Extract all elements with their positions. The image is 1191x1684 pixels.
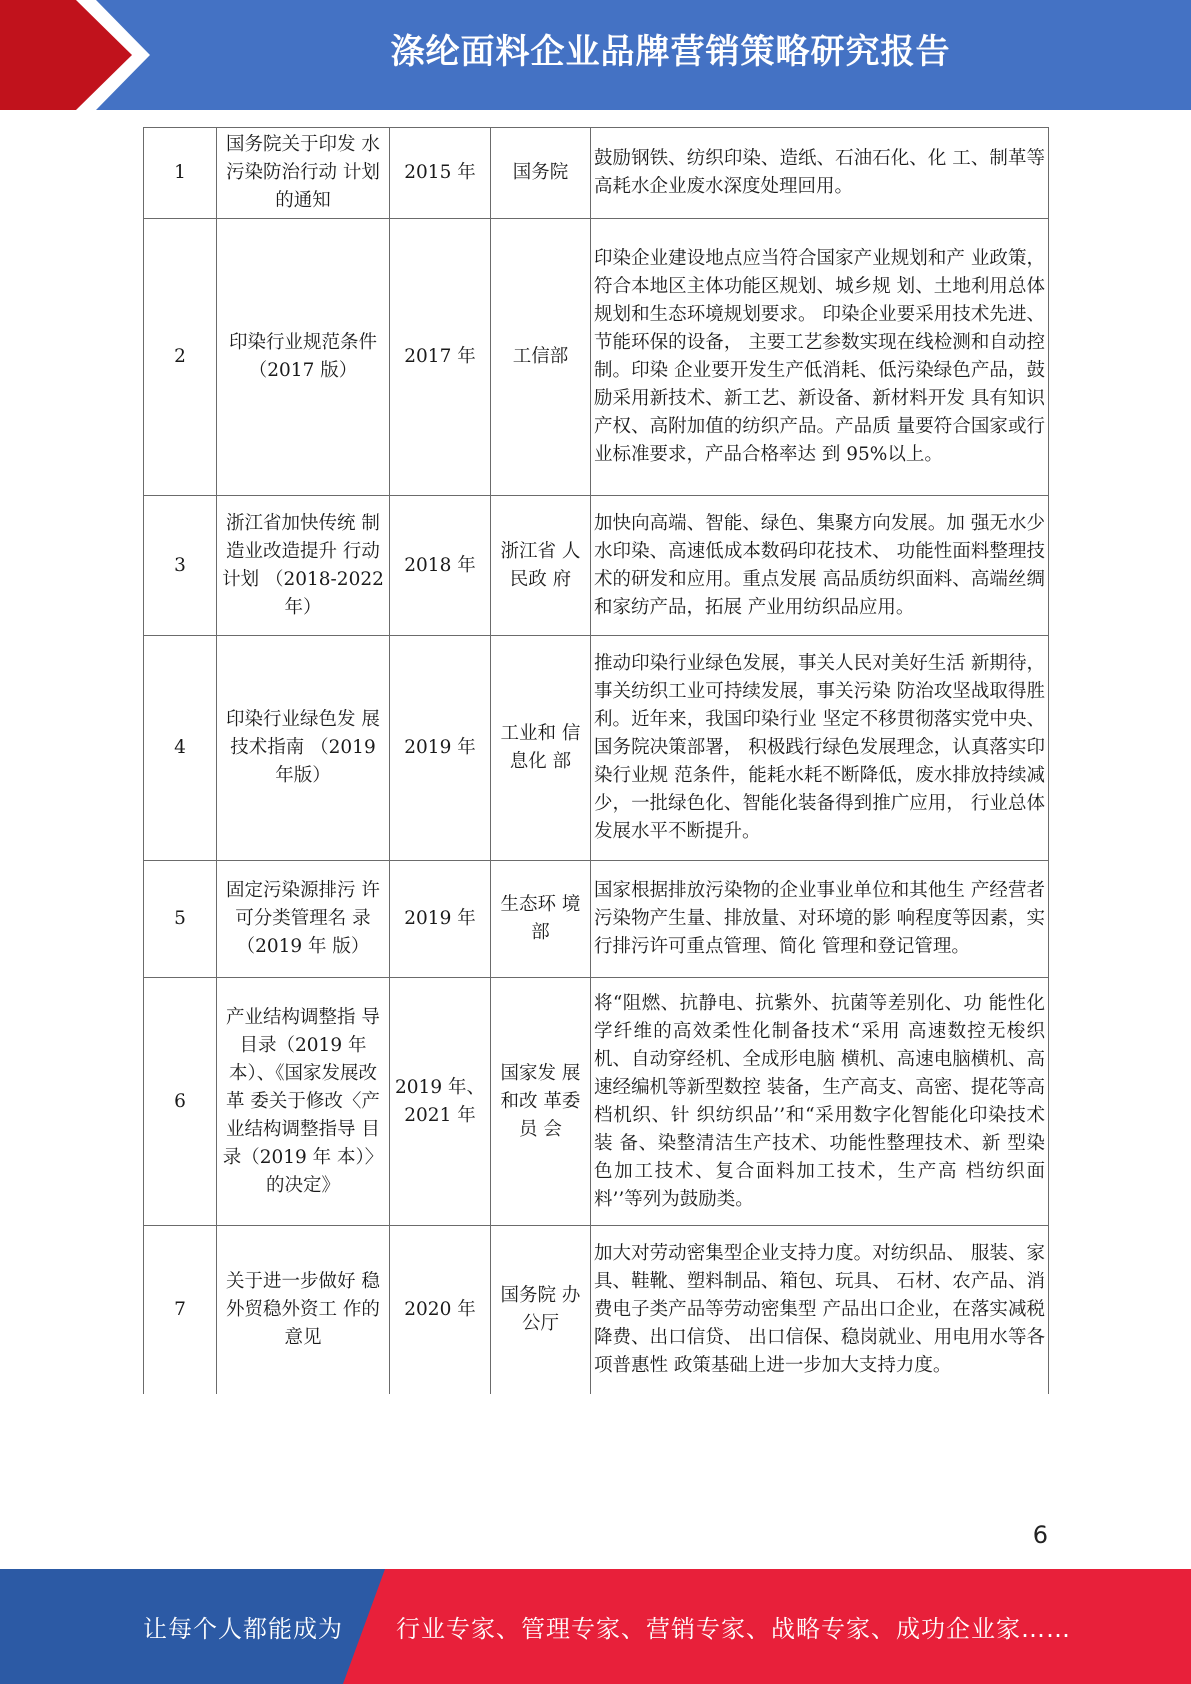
policy-name: 浙江省加快传统 制造业改造提升 行动计划 （2018-2022 年） (217, 496, 390, 636)
row-number: 7 (144, 1226, 217, 1394)
policy-name: 印染行业规范条件（2017 版） (217, 219, 390, 496)
table-row (144, 219, 1049, 496)
policy-name: 关于进一步做好 稳外贸稳外资工 作的意见 (217, 1226, 390, 1394)
policy-year: 2019 年、 2021 年 (390, 978, 491, 1226)
footer-slogan-left: 让每个人都能成为 (143, 1615, 343, 1643)
policy-table-container (143, 127, 1048, 1394)
policy-year: 2020 年 (390, 1226, 491, 1394)
page-header (0, 0, 1191, 110)
table-row (144, 1226, 1049, 1394)
policy-content: 推动印染行业绿色发展，事关人民对美好生活 新期待，事关纺织工业可持续发展，事关污染 防治攻坚战取得胜利。近年来，我国印染行业 坚定不移贯彻落实党中央、国务院决策部署， 积极践行绿色发展理念，认真落实印染行业规 范条件，能耗水耗不断降低，废水排放持续减 少，一批绿色化、智能化装备得到推广应用， 行业总体发展水平不断提升。 (591, 636, 1049, 861)
issuing-department: 国务院 办公厅 (491, 1226, 591, 1394)
policy-table (143, 127, 1049, 1394)
page-footer (0, 1569, 1191, 1684)
policy-content: 鼓励钢铁、纺织印染、造纸、石油石化、化 工、制革等高耗水企业废水深度处理回用。 (591, 128, 1049, 219)
policy-year: 2019 年 (390, 861, 491, 978)
policy-content: 加大对劳动密集型企业支持力度。对纺织品、 服装、家具、鞋靴、塑料制品、箱包、玩具、 石材、农产品、消费电子类产品等劳动密集型 产品出口企业，在落实减税降费、出口信贷、 出口信保、稳岗就业、用电用水等各项普惠性 政策基础上进一步加大支持力度。 (591, 1226, 1049, 1394)
issuing-department: 生态环 境部 (491, 861, 591, 978)
row-number: 5 (144, 861, 217, 978)
page-number: 6 (1032, 1521, 1048, 1549)
policy-name: 印染行业绿色发 展技术指南 （2019 年版） (217, 636, 390, 861)
policy-name: 国务院关于印发 水污染防治行动 计划的通知 (217, 128, 390, 219)
row-number: 6 (144, 978, 217, 1226)
table-row (144, 128, 1049, 219)
policy-year: 2019 年 (390, 636, 491, 861)
policy-content: 将“阻燃、抗静电、抗紫外、抗菌等差别化、功 能性化学纤维的高效柔性化制备技术“采用 高速数控无梭织机、自动穿经机、全成形电脑 横机、高速电脑横机、高速经编机等新型数控 装备，生产高支、高密、提花等高档机织、针 织纺织品’’和“采用数字化智能化印染技术装 备、染整清洁生产技术、功能性整理技术、新 型染色加工技术、复合面料加工技术，生产高 档纺织面料’’等列为鼓励类。 (591, 978, 1049, 1226)
policy-year: 2015 年 (390, 128, 491, 219)
row-number: 3 (144, 496, 217, 636)
footer-slogan-right: 行业专家、管理专家、营销专家、战略专家、成功企业家…… (396, 1615, 1071, 1643)
policy-content: 印染企业建设地点应当符合国家产业规划和产 业政策，符合本地区主体功能区规划、城乡规 划、土地利用总体规划和生态环境规划要求。 印染企业要采用技术先进、节能环保的设备， 主要工艺参数实现在线检测和自动控制。印染 企业要开发生产低消耗、低污染绿色产品，鼓 励采用新技术、新工艺、新设备、新材料开发 具有知识产权、高附加值的纺织产品。产品质 量要符合国家或行业标准要求，产品合格率达 到 95%以上。 (591, 219, 1049, 496)
policy-year: 2018 年 (390, 496, 491, 636)
issuing-department: 国务院 (491, 128, 591, 219)
table-row (144, 978, 1049, 1226)
policy-content: 加快向高端、智能、绿色、集聚方向发展。加 强无水少水印染、高速低成本数码印花技术、 功能性面料整理技术的研发和应用。重点发展 高品质纺织面料、高端丝绸和家纺产品，拓展 产业用纺织品应用。 (591, 496, 1049, 636)
policy-year: 2017 年 (390, 219, 491, 496)
policy-name: 固定污染源排污 许可分类管理名 录（2019 年 版） (217, 861, 390, 978)
row-number: 2 (144, 219, 217, 496)
table-row (144, 861, 1049, 978)
issuing-department: 工业和 信息化 部 (491, 636, 591, 861)
issuing-department: 浙江省 人民政 府 (491, 496, 591, 636)
row-number: 1 (144, 128, 217, 219)
row-number: 4 (144, 636, 217, 861)
policy-name: 产业结构调整指 导目录（2019 年 本）、《国家发展改革 委关于修改〈产 业结构调整指导 目录（2019 年 本）〉的决定》 (217, 978, 390, 1226)
table-row (144, 636, 1049, 861)
issuing-department: 工信部 (491, 219, 591, 496)
table-row (144, 496, 1049, 636)
issuing-department: 国家发 展和改 革委员 会 (491, 978, 591, 1226)
report-title: 涤纶面料企业品牌营销策略研究报告 (390, 32, 951, 72)
policy-content: 国家根据排放污染物的企业事业单位和其他生 产经营者污染物产生量、排放量、对环境的影 响程度等因素，实行排污许可重点管理、简化 管理和登记管理。 (591, 861, 1049, 978)
